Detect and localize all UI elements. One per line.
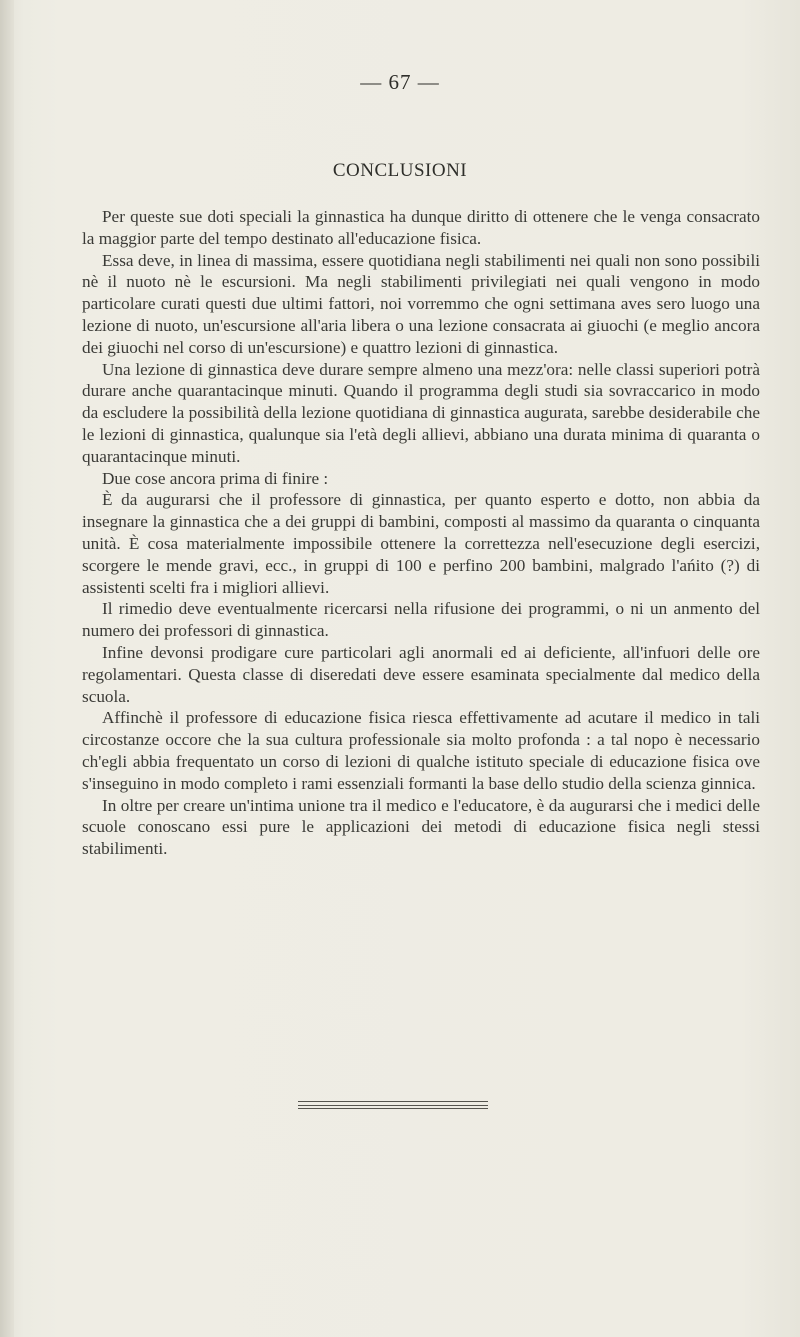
end-rule — [298, 1105, 488, 1106]
paragraph: Affinchè il professore di educazione fisica riesca effettivamente ad acutare il medico in tali circostanze occore che la sua cultura professionale sia molto profonda : a tal nopo è necessario ch'egli abbia frequentato un corso di lezioni di qualche istituto speciale di educazione fisica ove s'inseguino in modo completo i rami essenziali formanti la base dello studio della scienza ginnica. — [82, 708, 760, 793]
paragraph: Una lezione di ginnastica deve durare sempre almeno una mezz'ora: nelle classi superiori potrà durare anche quarantacinque minuti. Quando il programma degli studi sia sovraccarico in modo da escludere la possibilità della lezione quotidiana di ginnastica augurata, sarebbe desiderabile che le lezioni di ginnastica, qualunque sia l'età degli allievi, abbiano una durata minima di quaranta o quarantacinque minuti. — [82, 359, 760, 466]
paragraph: Per queste sue doti speciali la ginnastica ha dunque diritto di ottenere che le venga consacrato la maggior parte del tempo destinato all'educazione fisica. — [82, 207, 760, 248]
paragraph: Due cose ancora prima di finire : — [102, 468, 329, 488]
paragraph: In oltre per creare un'intima unione tra il medico e l'educatore, è da augurarsi che i medici delle scuole conoscano essi pure le applicazioni dei metodi di educazione fisica negli stessi stabilimenti. — [82, 795, 760, 859]
page-binding-edge — [0, 0, 14, 1337]
end-rule — [298, 1101, 488, 1102]
paragraph: È da augurarsi che il professore di ginnastica, per quanto esperto e dotto, non abbia da insegnare la ginnastica che a dei gruppi di bambini, composti al massimo da quaranta o cinquanta unità. È cosa materialmente impossibile ottenere la correttezza nell'esecuzione degli esercizi, scorgere le mende gravi, ecc., in gruppi di 100 e perfino 200 bambini, malgrado l'ańito (?) di assistenti scelti fra i migliori allievi. — [82, 490, 760, 597]
paragraph: Il rimedio deve eventualmente ricercarsi nella rifusione dei programmi, o ni un anmento del numero dei professori di ginnastica. — [82, 599, 760, 641]
body-text — [82, 206, 760, 860]
page-number: — 67 — — [360, 70, 440, 94]
paragraph: Essa deve, in linea di massima, essere quotidiana negli stabilimenti nei quali non sono possibili nè il nuoto nè le escursioni. Ma negli stabilimenti privilegiati nei quali vengono in modo particolare curati questi due ultimi fattori, noi vorremmo che ogni settimana aves sero luogo una lezione di nuoto, un'escursione all'aria libera o una lezione consacrata ai giuochi (e meglio ancora dei giuochi nel corso di un'escursione) e quattro lezioni di ginnastica. — [82, 250, 760, 357]
paragraph: Infine devonsi prodigare cure particolari agli anormali ed ai deficiente, all'infuori delle ore regolamentari. Questa classe di diseredati deve essere esaminata specialmente dal medico della scuola. — [82, 642, 760, 706]
end-rule — [298, 1108, 488, 1109]
section-heading: CONCLUSIONI — [332, 160, 468, 181]
